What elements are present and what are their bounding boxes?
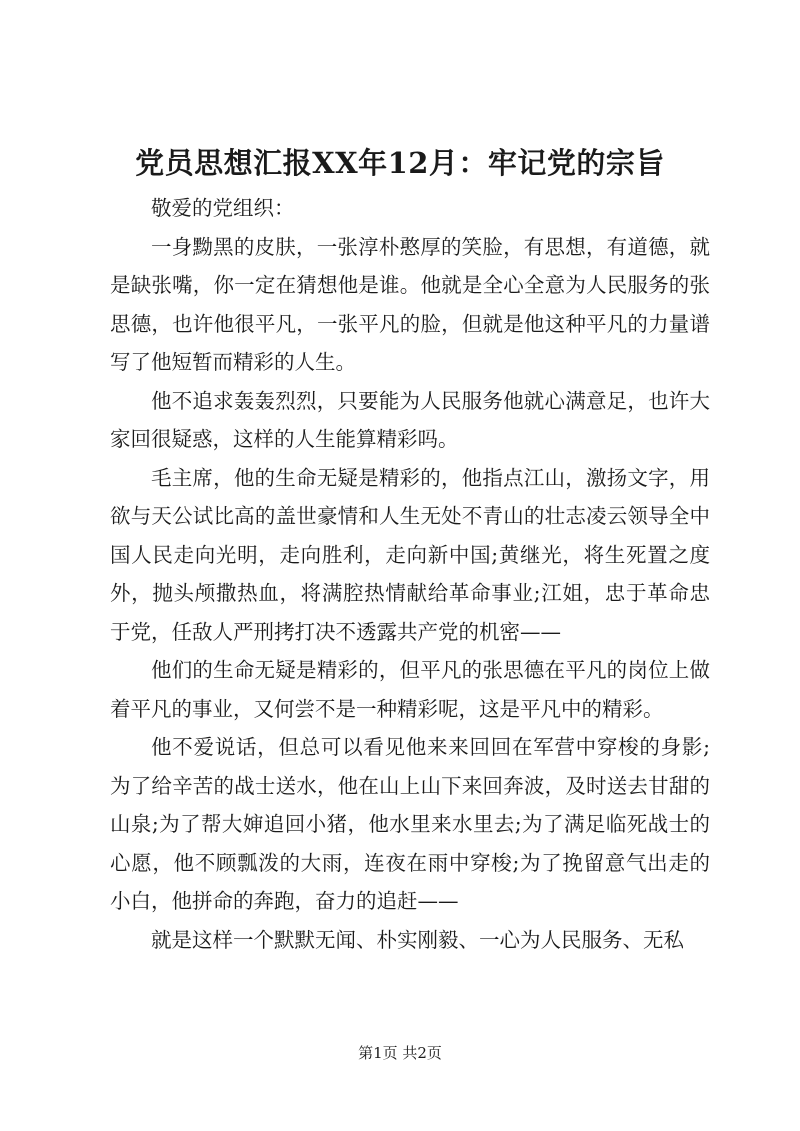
paragraph: 他们的生命无疑是精彩的，但平凡的张思德在平凡的岗位上做着平凡的事业，又何尝不是一种精彩呢，这是平凡中的精彩。 — [110, 658, 710, 721]
paragraph: 他不追求轰轰烈烈，只要能为人民服务他就心满意足，也许大家回很疑惑，这样的人生能算精彩吗。 — [110, 388, 710, 451]
paragraph: 他不爱说话，但总可以看见他来来回回在军营中穿梭的身影;为了给辛苦的战士送水，他在山上山下来回奔波，及时送去甘甜的山泉;为了帮大婶追回小猪，他水里来水里去;为了满足临死战士的心愿，他不顾瓢泼的大雨，连夜在雨中穿梭;为了挽留意气出走的小白，他拼命的奔跑，奋力的追赶—— — [110, 735, 710, 913]
document-body — [110, 189, 710, 959]
greeting-line: 敬爱的党组织： — [151, 196, 295, 220]
paragraph: 就是这样一个默默无闻、朴实刚毅、一心为人民服务、无私 — [151, 927, 684, 952]
paragraph: 毛主席，他的生命无疑是精彩的，他指点江山，激扬文字，用欲与天公试比高的盖世豪情和人生无处不青山的壮志凌云领导全中国人民走向光明，走向胜利，走向新中国;黄继光，将生死置之度外，抛头颅撒热血，将满腔热情献给革命事业;江姐，忠于革命忠于党，任敌人严刑拷打决不透露共产党的机密—— — [110, 465, 710, 644]
document-title: 党员思想汇报XX年12月：牢记党的宗旨 — [135, 146, 665, 180]
page-number-footer: 第1页 共2页 — [358, 1044, 442, 1062]
paragraph: 一身黝黑的皮肤，一张淳朴憨厚的笑脸，有思想，有道德，就是缺张嘴，你一定在猜想他是谁。他就是全心全意为人民服务的张思德，也许他很平凡，一张平凡的脸，但就是他这种平凡的力量谱写了他短暂而精彩的人生。 — [110, 234, 710, 374]
